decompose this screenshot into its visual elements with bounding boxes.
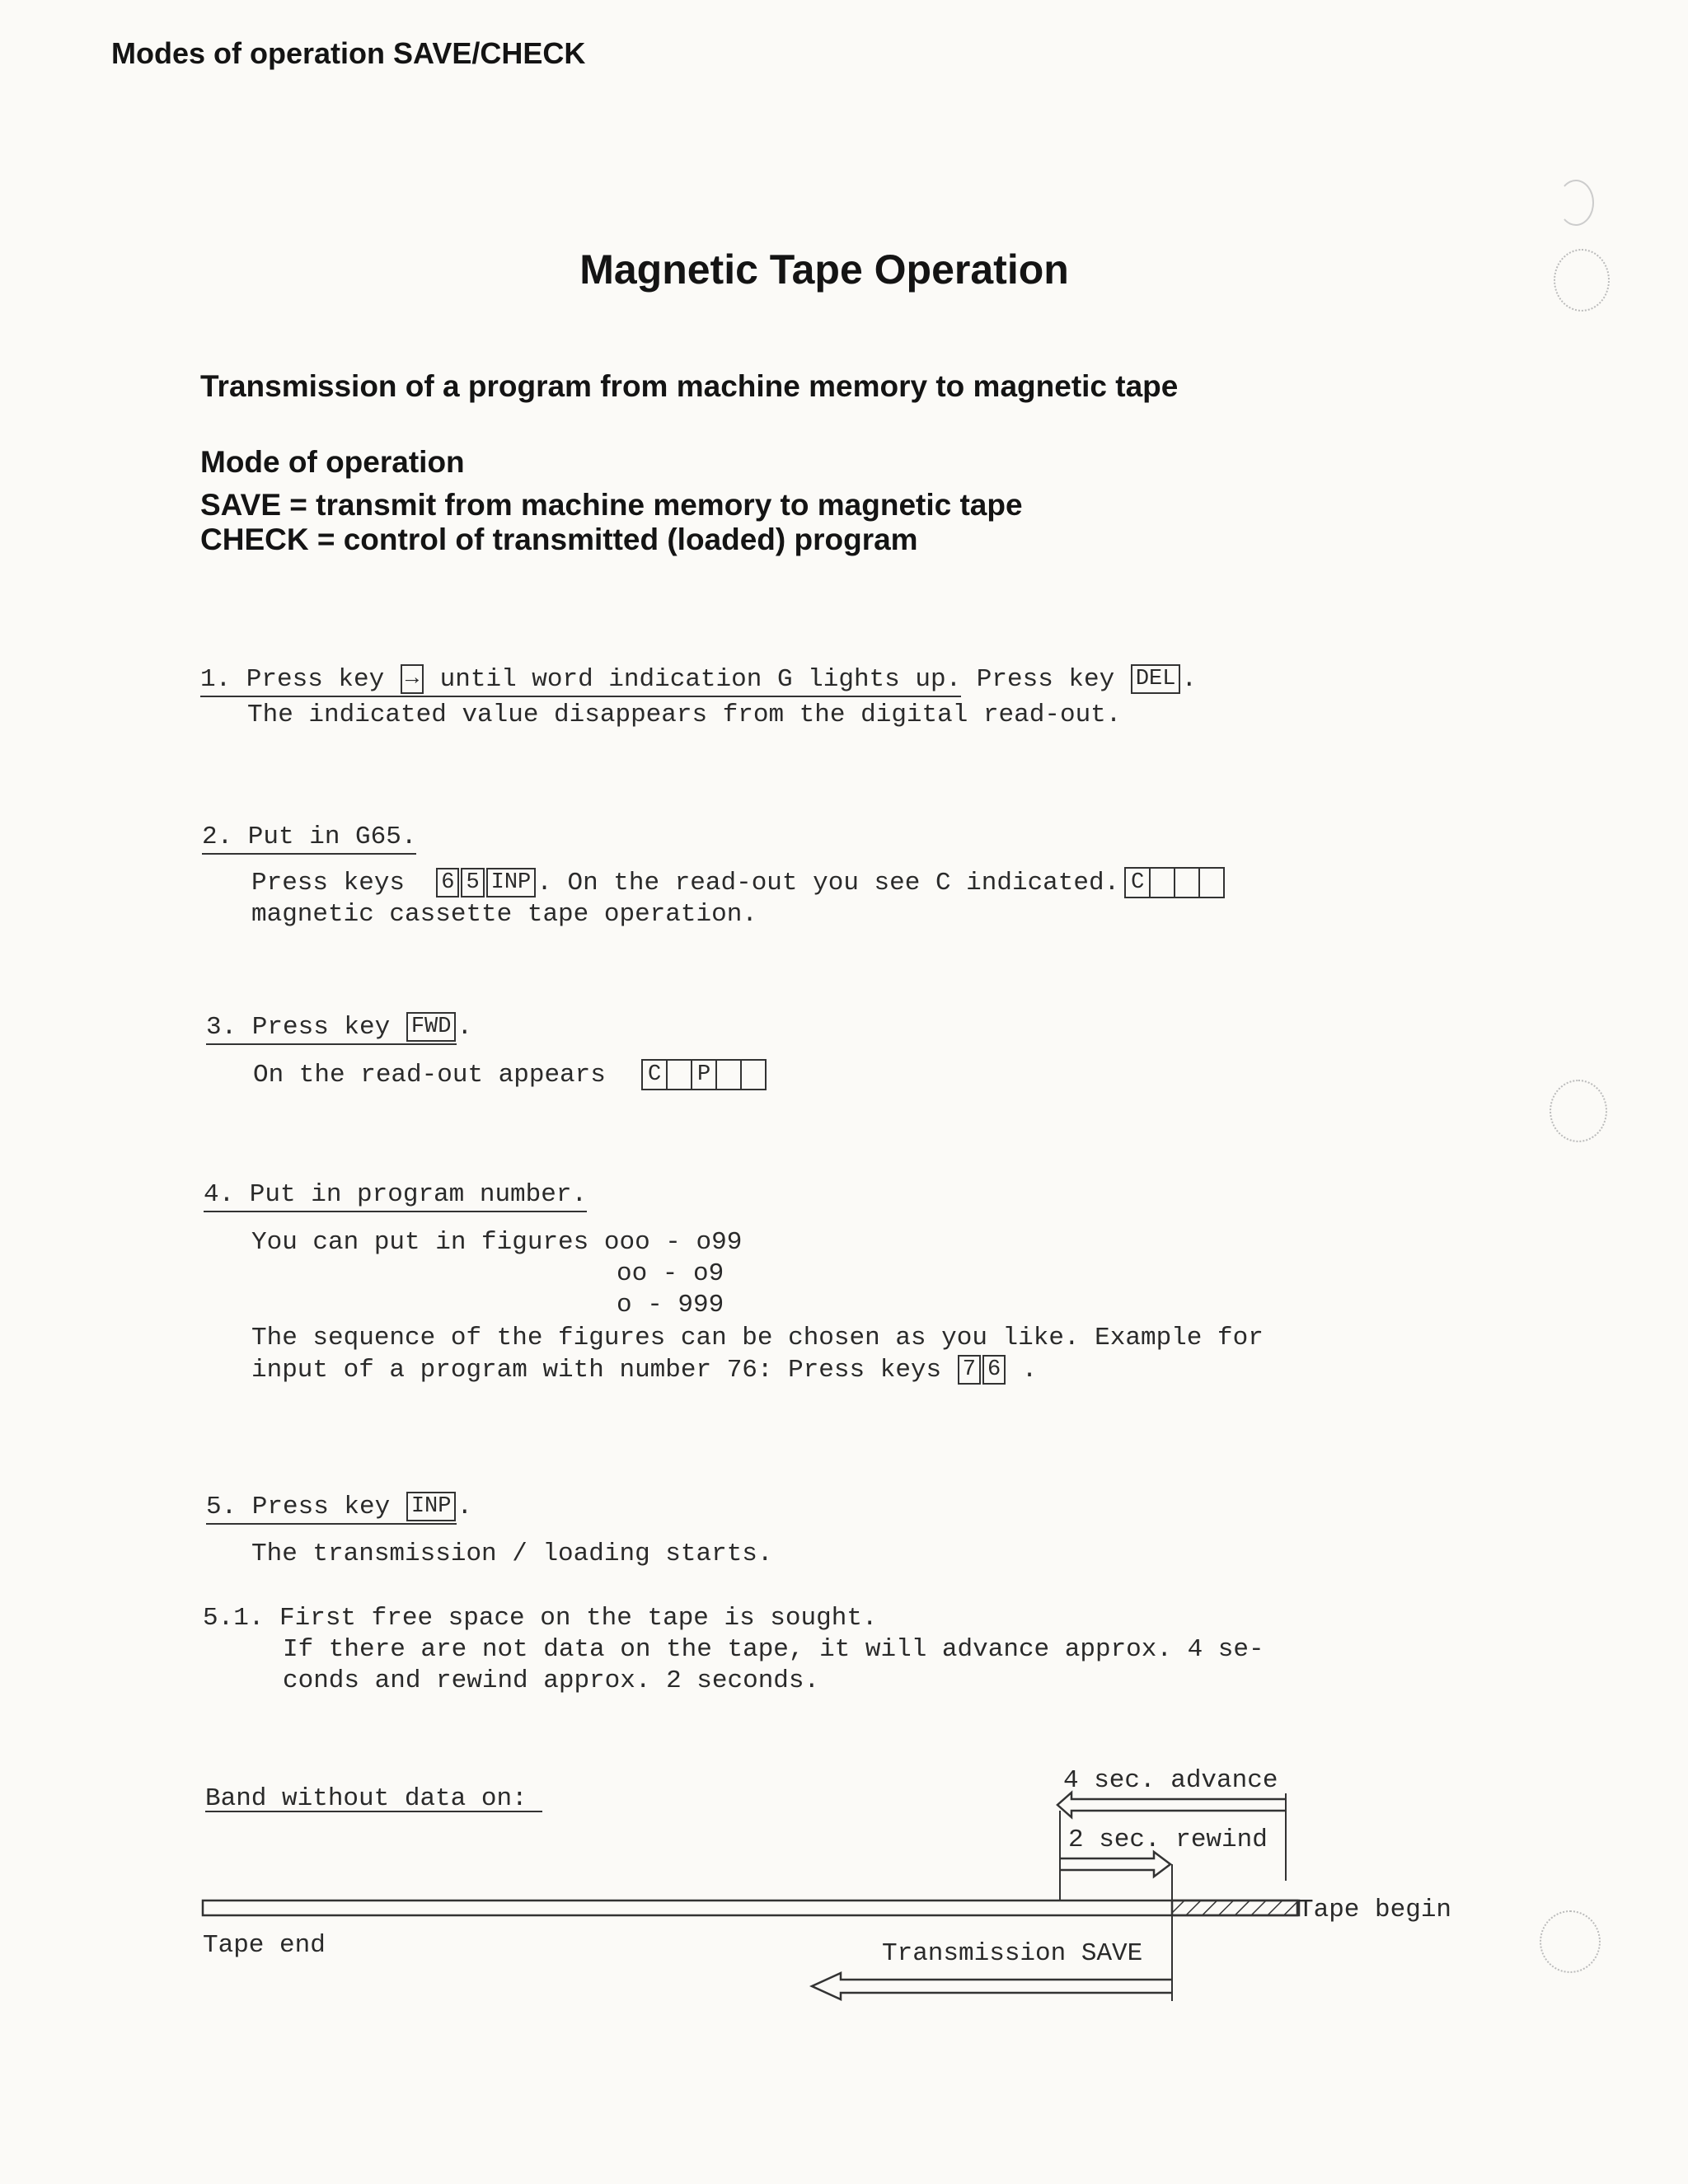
step-3-text-a: 3. Press key xyxy=(206,1013,391,1043)
step-2-detail: magnetic cassette tape operation. xyxy=(251,900,757,929)
step-2-text-a: Press keys xyxy=(251,869,406,898)
band-label: Band without data on: xyxy=(205,1784,528,1813)
step-2-text-b: . On the read-out you see C indicated. xyxy=(537,869,1120,898)
step-5-detail: The transmission / loading starts. xyxy=(251,1540,773,1568)
readout-cell: C xyxy=(641,1059,668,1090)
inp-key: INP xyxy=(486,868,537,898)
tape-band xyxy=(203,1900,1299,1915)
rewind-arrow xyxy=(1060,1811,1170,1900)
tape-leader-hatched xyxy=(1172,1900,1297,1915)
fwd-key: FWD xyxy=(406,1012,457,1042)
step-4-period: . xyxy=(1021,1356,1038,1385)
step-5-1-line-3: conds and rewind approx. 2 seconds. xyxy=(283,1666,820,1695)
mode-save: SAVE = transmit from machine memory to magnetic tape xyxy=(200,488,1023,522)
step-4-text-a: input of a program with number 76: Press keys xyxy=(251,1356,942,1385)
arrow-key: → xyxy=(401,664,424,694)
step-4-line-4: The sequence of the figures can be chosen as you like. Example for xyxy=(251,1324,1264,1352)
step-4-heading-text: 4. Put in program number. xyxy=(204,1180,587,1212)
page-title: Magnetic Tape Operation xyxy=(579,246,1069,293)
del-key: DEL xyxy=(1131,664,1181,694)
binder-hole-mark xyxy=(1550,1080,1607,1142)
binder-hole-mark xyxy=(1554,249,1610,312)
step-1-text-c: Press key xyxy=(976,665,1115,695)
transmission-label: Transmission SAVE xyxy=(882,1939,1143,1968)
step-1-detail: The indicated value disappears from the digital read-out. xyxy=(247,701,1122,729)
step-4-line-2: oo - o9 xyxy=(617,1259,724,1288)
section-subtitle: Transmission of a program from machine memory to magnetic tape xyxy=(200,369,1179,403)
key-6: 6 xyxy=(436,868,459,898)
tape-end-label: Tape end xyxy=(203,1931,326,1960)
transmission-arrow xyxy=(812,1973,1172,1999)
readout-cell: C xyxy=(1124,867,1151,898)
binder-hole-mark xyxy=(1558,180,1594,226)
mode-check: CHECK = control of transmitted (loaded) program xyxy=(200,523,918,556)
advance-label: 4 sec. advance xyxy=(1063,1766,1278,1795)
step-5-1-line-2: If there are not data on the tape, it will advance approx. 4 se- xyxy=(283,1635,1264,1664)
running-header: Modes of operation SAVE/CHECK xyxy=(111,36,586,70)
key-6: 6 xyxy=(982,1355,1006,1385)
binder-hole-mark xyxy=(1540,1910,1601,1973)
step-5-text-a: 5. Press key xyxy=(206,1493,391,1522)
inp-key: INP xyxy=(406,1492,457,1521)
step-2-heading-text: 2. Put in G65. xyxy=(202,823,416,855)
key-5: 5 xyxy=(461,868,484,898)
readout-cell: P xyxy=(691,1059,717,1090)
step-4-line-1: You can put in figures ooo - o99 xyxy=(251,1228,743,1257)
step-4-line-3: o - 999 xyxy=(617,1291,724,1319)
step-3-text: On the read-out appears xyxy=(253,1061,606,1090)
mode-heading: Mode of operation xyxy=(200,445,465,479)
step-1-text-b: until word indication G lights up. xyxy=(439,665,962,695)
key-7: 7 xyxy=(958,1355,981,1385)
step-3-period: . xyxy=(457,1013,473,1043)
tape-begin-label: Tape begin xyxy=(1298,1896,1452,1924)
step-1-text-a: 1. Press key xyxy=(200,665,385,695)
rewind-label: 2 sec. rewind xyxy=(1068,1825,1268,1854)
step-5-period: . xyxy=(457,1493,473,1522)
step-1-period: . xyxy=(1181,665,1198,695)
step-5-1-line-1: 5.1. First free space on the tape is sought. xyxy=(203,1604,878,1633)
